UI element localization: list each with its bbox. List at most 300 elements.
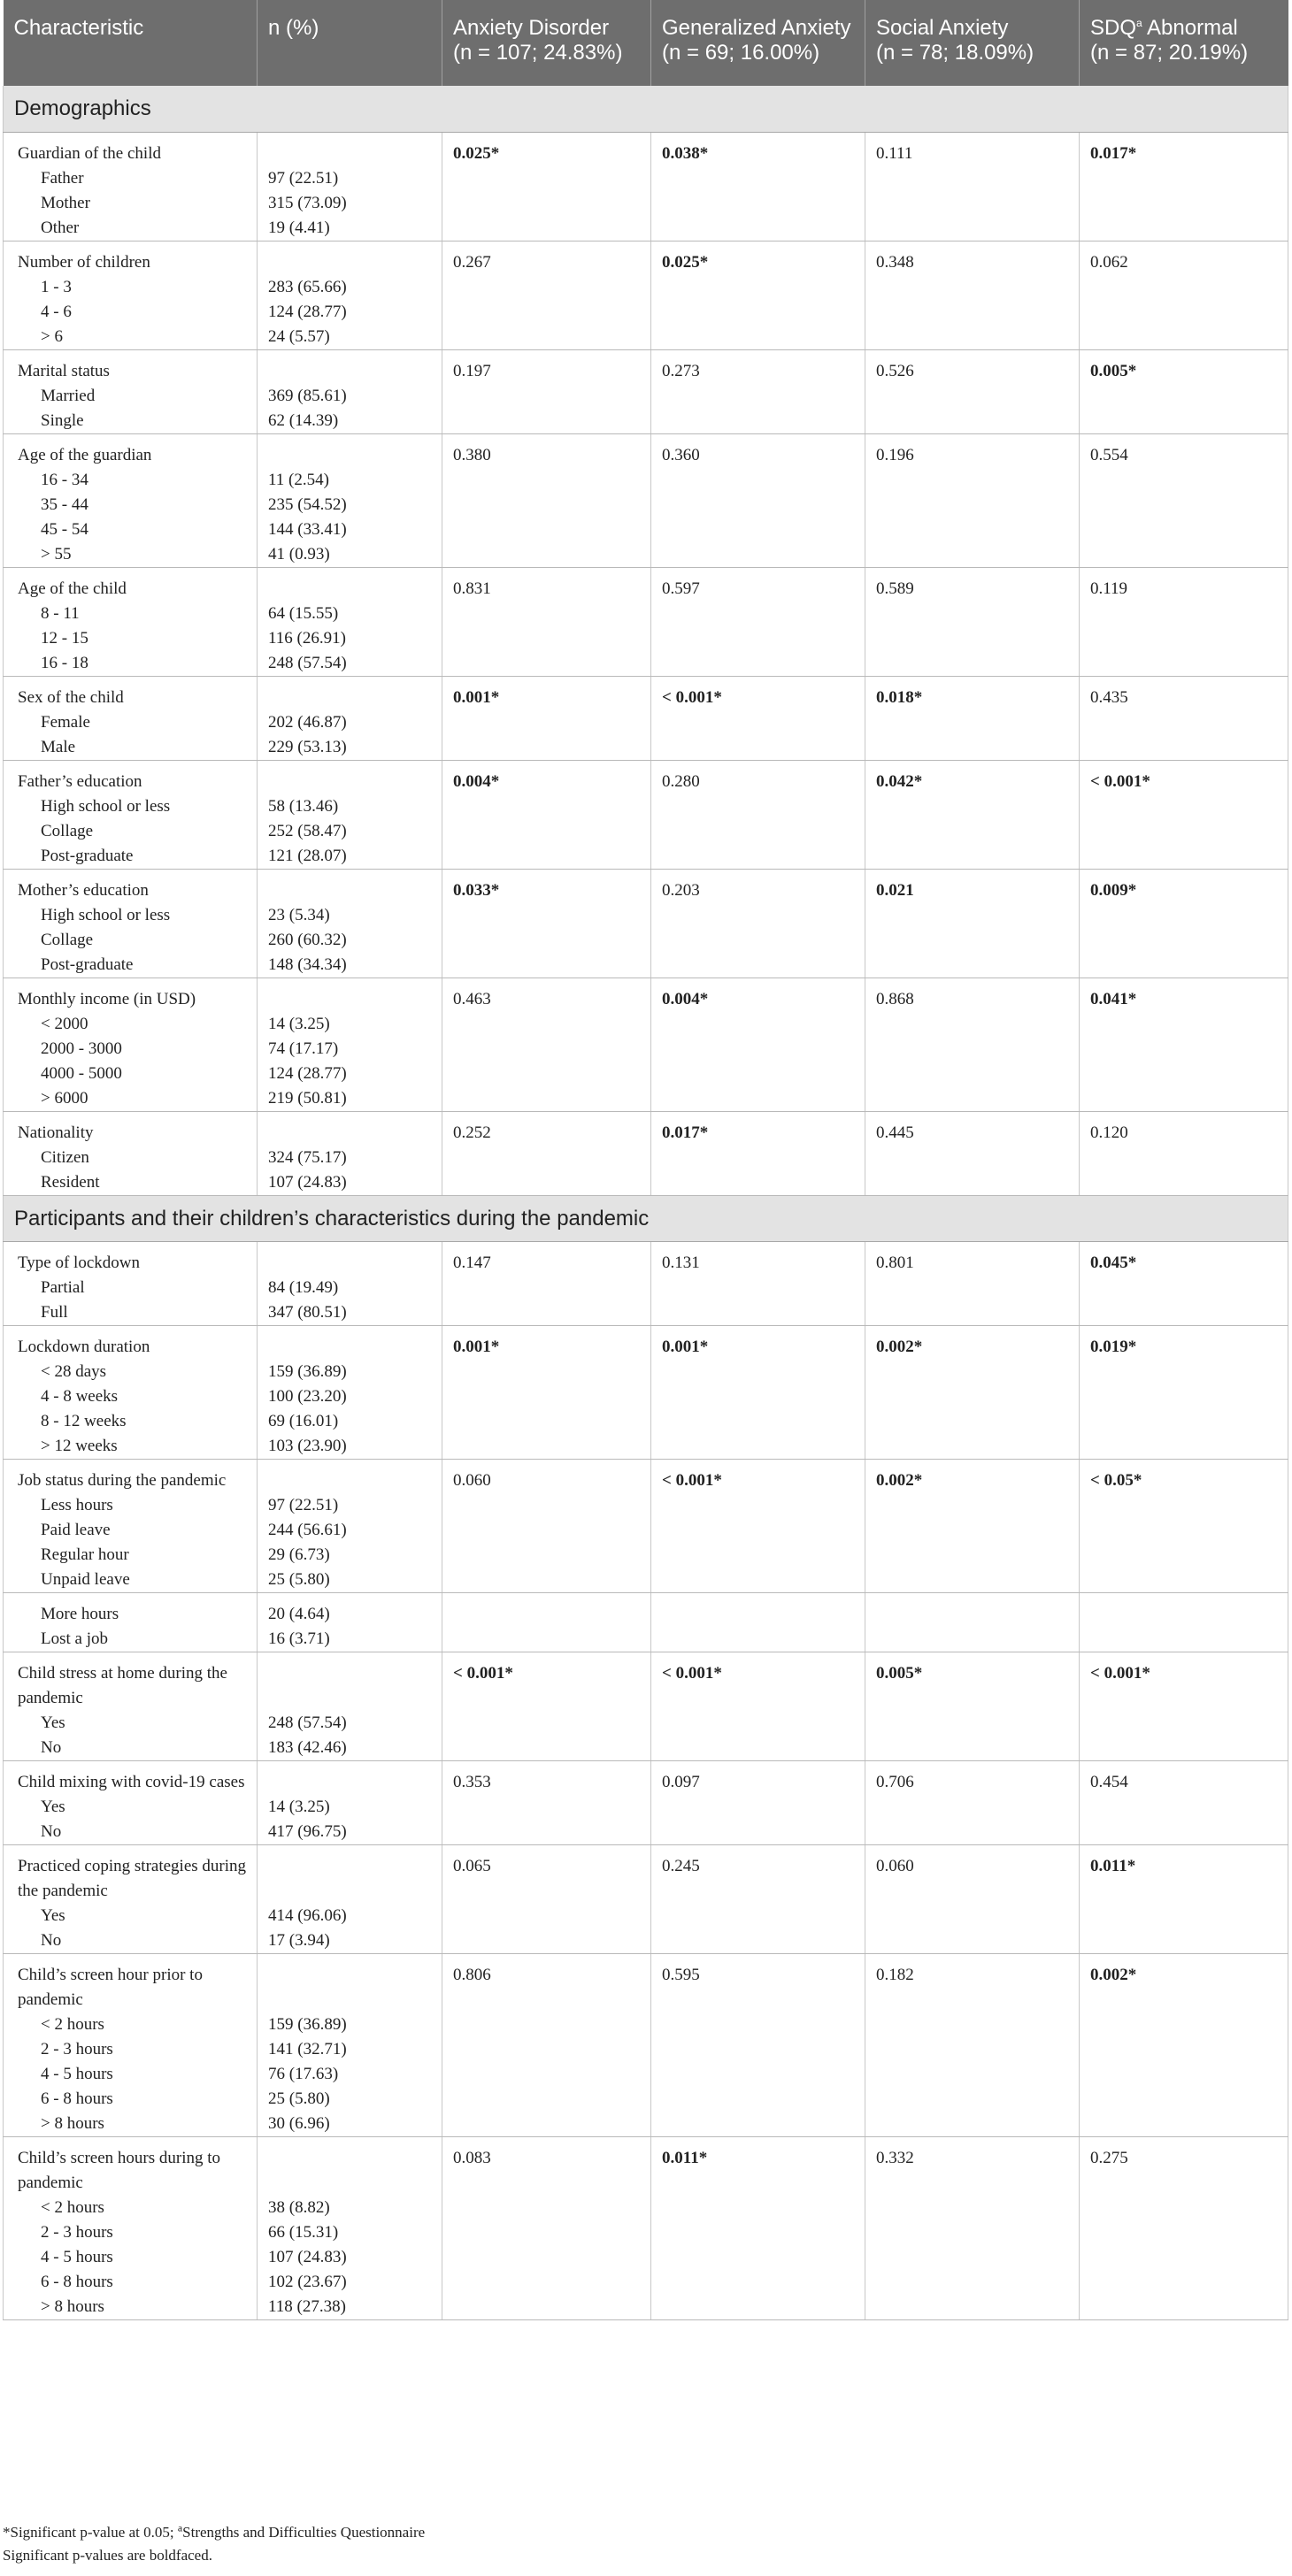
p-value: 0.018* [876, 687, 923, 707]
n-cell [258, 2136, 442, 2319]
row-label: Child mixing with covid-19 cases [18, 1772, 245, 1791]
header-gad [651, 0, 865, 86]
table-row [4, 1111, 1288, 1195]
p-value: 0.025* [662, 252, 709, 272]
n-cell [258, 132, 442, 241]
p-value: 0.017* [662, 1123, 709, 1142]
row-n-value: 414 (96.06) [268, 1905, 347, 1925]
row-n-value: 23 (5.34) [268, 905, 330, 924]
social-p-cell [865, 978, 1080, 1111]
gad-p-cell [651, 1459, 865, 1592]
n-cell [258, 978, 442, 1111]
n-cell [258, 1652, 442, 1760]
row-sublabel: Other [41, 218, 80, 237]
sdq-p-cell [1080, 1325, 1288, 1459]
p-value: 0.042* [876, 771, 923, 791]
sdq-p-cell [1080, 2136, 1288, 2319]
row-n-value: 20 (4.64) [268, 1604, 330, 1623]
p-value: 0.252 [453, 1123, 491, 1142]
row-label: Nationality [18, 1123, 94, 1142]
header-social-title: Social Anxiety [876, 16, 1009, 40]
row-n-value: 144 (33.41) [268, 519, 347, 539]
table-row [4, 1844, 1288, 1953]
gad-p-cell [651, 676, 865, 760]
row-sublabel: 12 - 15 [41, 628, 88, 648]
social-p-cell [865, 1325, 1080, 1459]
characteristic-cell [4, 1325, 258, 1459]
row-sublabel: Citizen [41, 1147, 89, 1167]
p-value: 0.868 [876, 989, 914, 1008]
n-cell [258, 1844, 442, 1953]
social-p-cell [865, 241, 1080, 349]
p-value: 0.041* [1090, 989, 1137, 1008]
characteristic-cell [4, 567, 258, 676]
row-n-value: 14 (3.25) [268, 1014, 330, 1033]
row-n-value: 38 (8.82) [268, 2197, 330, 2217]
table-row [4, 869, 1288, 978]
row-label: Father’s education [18, 771, 142, 791]
p-value: 0.589 [876, 579, 914, 598]
p-value: < 0.001* [662, 687, 722, 707]
p-value: 0.060 [876, 1856, 914, 1875]
p-value: 0.806 [453, 1965, 491, 1984]
row-n-value: 159 (36.89) [268, 2014, 347, 2034]
row-n-value: 62 (14.39) [268, 410, 339, 430]
row-n-value: 118 (27.38) [268, 2296, 346, 2316]
characteristic-cell [4, 349, 258, 433]
section-row [4, 1195, 1288, 1241]
row-label: Child’s screen hour prior to pandemic [18, 1965, 203, 2009]
n-cell [258, 1241, 442, 1325]
p-value: < 0.001* [1090, 1663, 1150, 1683]
p-value: < 0.001* [662, 1470, 722, 1490]
row-n-value: 69 (16.01) [268, 1411, 339, 1430]
p-value: 0.097 [662, 1772, 700, 1791]
sdq-p-cell [1080, 1652, 1288, 1760]
sdq-p-cell [1080, 1844, 1288, 1953]
table-row [4, 1760, 1288, 1844]
footnotes [3, 2521, 425, 2567]
row-label: Sex of the child [18, 687, 124, 707]
row-sublabel: 6 - 8 hours [41, 2089, 113, 2108]
row-sublabel: No [41, 1737, 62, 1757]
characteristic-cell [4, 676, 258, 760]
row-n-value: 244 (56.61) [268, 1520, 347, 1539]
row-n-value: 17 (3.94) [268, 1930, 330, 1950]
row-sublabel: Male [41, 737, 76, 756]
row-n-value: 141 (32.71) [268, 2039, 347, 2058]
p-value: 0.045* [1090, 1253, 1137, 1272]
characteristic-cell [4, 869, 258, 978]
row-label: Marital status [18, 361, 110, 380]
table-row [4, 1241, 1288, 1325]
row-sublabel: 4 - 5 hours [41, 2064, 113, 2083]
row-n-value: 219 (50.81) [268, 1088, 347, 1108]
row-sublabel: Yes [41, 1797, 65, 1816]
characteristic-cell [4, 760, 258, 869]
header-social-n: (n = 78; 18.09%) [876, 41, 1034, 65]
anxiety-p-cell [442, 433, 651, 567]
gad-p-cell [651, 567, 865, 676]
sdq-p-cell [1080, 978, 1288, 1111]
table-row [4, 433, 1288, 567]
row-n-value: 97 (22.51) [268, 1495, 339, 1514]
row-n-value: 347 (80.51) [268, 1302, 347, 1322]
row-label: Practiced coping strategies during the pandemic [18, 1856, 247, 1900]
table-row [4, 978, 1288, 1111]
table-row [4, 1592, 1288, 1652]
row-sublabel: > 8 hours [41, 2113, 104, 2133]
anxiety-p-cell [442, 1325, 651, 1459]
row-sublabel: Post-graduate [41, 846, 134, 865]
header-characteristic-label: Characteristic [13, 16, 144, 40]
p-value: 0.332 [876, 2148, 914, 2167]
section-title: Participants and their children’s characteristics during the pandemic [4, 1195, 1288, 1241]
anxiety-p-cell [442, 1760, 651, 1844]
anxiety-p-cell [442, 676, 651, 760]
row-sublabel: > 12 weeks [41, 1436, 118, 1455]
anxiety-p-cell [442, 2136, 651, 2319]
row-n-value: 76 (17.63) [268, 2064, 339, 2083]
p-value: < 0.001* [662, 1663, 722, 1683]
row-n-value: 84 (19.49) [268, 1277, 339, 1297]
row-n-value: 66 (15.31) [268, 2222, 339, 2242]
row-sublabel: Less hours [41, 1495, 113, 1514]
p-value: 0.435 [1090, 687, 1128, 707]
p-value: 0.002* [876, 1337, 923, 1356]
table-row [4, 2136, 1288, 2319]
p-value: 0.267 [453, 252, 491, 272]
p-value: 0.120 [1090, 1123, 1128, 1142]
gad-p-cell [651, 1111, 865, 1195]
social-p-cell [865, 349, 1080, 433]
table-row [4, 1325, 1288, 1459]
row-sublabel: No [41, 1930, 62, 1950]
n-cell [258, 1325, 442, 1459]
table-row [4, 241, 1288, 349]
gad-p-cell [651, 132, 865, 241]
sdq-p-cell [1080, 760, 1288, 869]
p-value: 0.111 [876, 143, 913, 163]
row-label: Mother’s education [18, 880, 149, 900]
row-sublabel: 6 - 8 hours [41, 2272, 113, 2291]
section-row [4, 86, 1288, 132]
row-sublabel: Lost a job [41, 1629, 108, 1648]
row-n-value: 148 (34.34) [268, 954, 347, 974]
characteristic-cell [4, 1953, 258, 2136]
p-value: < 0.001* [1090, 771, 1150, 791]
row-label: Age of the child [18, 579, 127, 598]
row-sublabel: 2 - 3 hours [41, 2039, 113, 2058]
row-n-value: 97 (22.51) [268, 168, 339, 188]
row-label: Guardian of the child [18, 143, 161, 163]
gad-p-cell [651, 1325, 865, 1459]
gad-p-cell [651, 1592, 865, 1652]
sdq-p-cell [1080, 1760, 1288, 1844]
social-p-cell [865, 1652, 1080, 1760]
row-sublabel: Full [41, 1302, 68, 1322]
p-value: 0.348 [876, 252, 914, 272]
table-row [4, 760, 1288, 869]
p-value: 0.004* [662, 989, 709, 1008]
p-value: 0.083 [453, 2148, 491, 2167]
row-n-value: 183 (42.46) [268, 1737, 347, 1757]
anxiety-p-cell [442, 869, 651, 978]
p-value: 0.353 [453, 1772, 491, 1791]
header-sdq-n: (n = 87; 20.19%) [1090, 41, 1249, 65]
row-sublabel: 4000 - 5000 [41, 1063, 122, 1083]
characteristic-cell [4, 1592, 258, 1652]
row-n-value: 100 (23.20) [268, 1386, 347, 1406]
footnote-sup: a [177, 2521, 183, 2534]
p-value: 0.597 [662, 579, 700, 598]
anxiety-p-cell [442, 1241, 651, 1325]
row-sublabel: 45 - 54 [41, 519, 88, 539]
row-sublabel: < 2 hours [41, 2014, 104, 2034]
row-sublabel: Unpaid leave [41, 1569, 130, 1589]
header-n [258, 0, 442, 86]
characteristic-cell [4, 1111, 258, 1195]
characteristic-cell [4, 132, 258, 241]
p-value: 0.196 [876, 445, 914, 464]
table-row [4, 349, 1288, 433]
row-n-value: 124 (28.77) [268, 302, 347, 321]
social-p-cell [865, 1241, 1080, 1325]
social-p-cell [865, 760, 1080, 869]
sdq-p-cell [1080, 241, 1288, 349]
sdq-p-cell [1080, 1111, 1288, 1195]
header-anxiety-title: Anxiety Disorder [453, 16, 610, 40]
social-p-cell [865, 1111, 1080, 1195]
row-sublabel: < 2000 [41, 1014, 88, 1033]
n-cell [258, 760, 442, 869]
header-gad-n: (n = 69; 16.00%) [662, 41, 820, 65]
social-p-cell [865, 676, 1080, 760]
row-label: Number of children [18, 252, 150, 272]
row-n-value: 74 (17.17) [268, 1039, 339, 1058]
row-sublabel: 8 - 12 weeks [41, 1411, 127, 1430]
sdq-p-cell [1080, 1459, 1288, 1592]
n-cell [258, 567, 442, 676]
header-sdq [1080, 0, 1288, 86]
p-value: 0.001* [453, 687, 500, 707]
anxiety-p-cell [442, 1844, 651, 1953]
row-sublabel: Partial [41, 1277, 85, 1297]
table-row [4, 567, 1288, 676]
anxiety-p-cell [442, 1459, 651, 1592]
row-n-value: 14 (3.25) [268, 1797, 330, 1816]
p-value: < 0.05* [1090, 1470, 1142, 1490]
p-value: 0.062 [1090, 252, 1128, 272]
anxiety-p-cell [442, 978, 651, 1111]
n-cell [258, 1111, 442, 1195]
row-n-value: 159 (36.89) [268, 1361, 347, 1381]
p-value: 0.033* [453, 880, 500, 900]
row-n-value: 19 (4.41) [268, 218, 330, 237]
gad-p-cell [651, 349, 865, 433]
p-value: 0.005* [876, 1663, 923, 1683]
characteristic-cell [4, 2136, 258, 2319]
p-value: 0.380 [453, 445, 491, 464]
row-n-value: 283 (65.66) [268, 277, 347, 296]
row-n-value: 107 (24.83) [268, 1172, 347, 1192]
social-p-cell [865, 433, 1080, 567]
row-n-value: 235 (54.52) [268, 494, 347, 514]
p-value: 0.004* [453, 771, 500, 791]
sdq-p-cell [1080, 567, 1288, 676]
row-sublabel: 4 - 5 hours [41, 2247, 113, 2266]
p-value: 0.275 [1090, 2148, 1128, 2167]
p-value: 0.182 [876, 1965, 914, 1984]
gad-p-cell [651, 1760, 865, 1844]
row-sublabel: 35 - 44 [41, 494, 88, 514]
p-value: 0.131 [662, 1253, 700, 1272]
row-sublabel: No [41, 1821, 62, 1841]
row-n-value: 121 (28.07) [268, 846, 347, 865]
row-sublabel: Collage [41, 930, 94, 949]
p-value: 0.001* [453, 1337, 500, 1356]
p-value: 0.463 [453, 989, 491, 1008]
n-cell [258, 869, 442, 978]
n-cell [258, 676, 442, 760]
p-value: 0.360 [662, 445, 700, 464]
characteristic-cell [4, 1652, 258, 1760]
gad-p-cell [651, 1844, 865, 1953]
characteristic-cell [4, 433, 258, 567]
gad-p-cell [651, 1241, 865, 1325]
row-sublabel: Post-graduate [41, 954, 134, 974]
row-sublabel: Yes [41, 1905, 65, 1925]
sdq-p-cell [1080, 1953, 1288, 2136]
anxiety-p-cell [442, 132, 651, 241]
gad-p-cell [651, 433, 865, 567]
table-row [4, 1652, 1288, 1760]
p-value: 0.203 [662, 880, 700, 900]
row-sublabel: 1 - 3 [41, 277, 72, 296]
p-value: 0.002* [876, 1470, 923, 1490]
p-value: 0.831 [453, 579, 491, 598]
social-p-cell [865, 132, 1080, 241]
header-sdq-sup: a [1136, 17, 1142, 29]
sdq-p-cell [1080, 349, 1288, 433]
row-sublabel: More hours [41, 1604, 119, 1623]
row-sublabel: > 6 [41, 326, 63, 346]
social-p-cell [865, 1760, 1080, 1844]
p-value: 0.245 [662, 1856, 700, 1875]
row-n-value: 417 (96.75) [268, 1821, 347, 1841]
anxiety-p-cell [442, 1111, 651, 1195]
row-sublabel: Collage [41, 821, 94, 840]
row-n-value: 369 (85.61) [268, 386, 347, 405]
gad-p-cell [651, 1953, 865, 2136]
data-table [3, 0, 1288, 2320]
row-sublabel: 2 - 3 hours [41, 2222, 113, 2242]
sdq-p-cell [1080, 1241, 1288, 1325]
p-value: 0.060 [453, 1470, 491, 1490]
row-sublabel: 16 - 18 [41, 653, 88, 672]
p-value: < 0.001* [453, 1663, 513, 1683]
characteristic-cell [4, 978, 258, 1111]
n-cell [258, 1459, 442, 1592]
anxiety-p-cell [442, 1652, 651, 1760]
n-cell [258, 1760, 442, 1844]
characteristic-cell [4, 1459, 258, 1592]
header-sdq-prefix: SDQ [1090, 16, 1137, 40]
row-sublabel: Mother [41, 193, 90, 212]
table-row [4, 1953, 1288, 2136]
n-cell [258, 433, 442, 567]
row-sublabel: < 28 days [41, 1361, 107, 1381]
row-label: Lockdown duration [18, 1337, 150, 1356]
anxiety-p-cell [442, 760, 651, 869]
sdq-p-cell [1080, 433, 1288, 567]
row-sublabel: High school or less [41, 905, 171, 924]
characteristic-cell [4, 1241, 258, 1325]
n-cell [258, 1953, 442, 2136]
gad-p-cell [651, 1652, 865, 1760]
section-title: Demographics [4, 86, 1288, 132]
row-n-value: 124 (28.77) [268, 1063, 347, 1083]
header-anxiety-n: (n = 107; 24.83%) [453, 41, 623, 65]
sdq-p-cell [1080, 1592, 1288, 1652]
row-sublabel: 8 - 11 [41, 603, 80, 623]
p-value: 0.280 [662, 771, 700, 791]
sdq-p-cell [1080, 132, 1288, 241]
gad-p-cell [651, 978, 865, 1111]
p-value: 0.005* [1090, 361, 1137, 380]
row-sublabel: Regular hour [41, 1545, 129, 1564]
row-n-value: 248 (57.54) [268, 1713, 347, 1732]
characteristic-cell [4, 1760, 258, 1844]
row-n-value: 102 (23.67) [268, 2272, 347, 2291]
p-value: 0.025* [453, 143, 500, 163]
social-p-cell [865, 2136, 1080, 2319]
social-p-cell [865, 1592, 1080, 1652]
row-n-value: 11 (2.54) [268, 470, 329, 489]
p-value: 0.011* [1090, 1856, 1136, 1875]
header-anxiety [442, 0, 651, 86]
row-n-value: 107 (24.83) [268, 2247, 347, 2266]
row-n-value: 41 (0.93) [268, 544, 330, 564]
characteristic-cell [4, 1844, 258, 1953]
row-n-value: 25 (5.80) [268, 1569, 330, 1589]
p-value: 0.019* [1090, 1337, 1137, 1356]
social-p-cell [865, 1459, 1080, 1592]
row-sublabel: > 8 hours [41, 2296, 104, 2316]
row-n-value: 29 (6.73) [268, 1545, 330, 1564]
social-p-cell [865, 1953, 1080, 2136]
table-row [4, 1459, 1288, 1592]
row-sublabel: 2000 - 3000 [41, 1039, 122, 1058]
row-n-value: 16 (3.71) [268, 1629, 330, 1648]
row-n-value: 30 (6.96) [268, 2113, 330, 2133]
p-value: 0.445 [876, 1123, 914, 1142]
row-sublabel: Resident [41, 1172, 100, 1192]
gad-p-cell [651, 241, 865, 349]
p-value: 0.801 [876, 1253, 914, 1272]
p-value: 0.002* [1090, 1965, 1137, 1984]
row-sublabel: Female [41, 712, 90, 732]
row-sublabel: Paid leave [41, 1520, 111, 1539]
n-cell [258, 1592, 442, 1652]
row-label: Job status during the pandemic [18, 1470, 227, 1490]
row-label: Type of lockdown [18, 1253, 140, 1272]
row-n-value: 64 (15.55) [268, 603, 339, 623]
gad-p-cell [651, 869, 865, 978]
row-n-value: 202 (46.87) [268, 712, 347, 732]
p-value: 0.011* [662, 2148, 708, 2167]
gad-p-cell [651, 2136, 865, 2319]
